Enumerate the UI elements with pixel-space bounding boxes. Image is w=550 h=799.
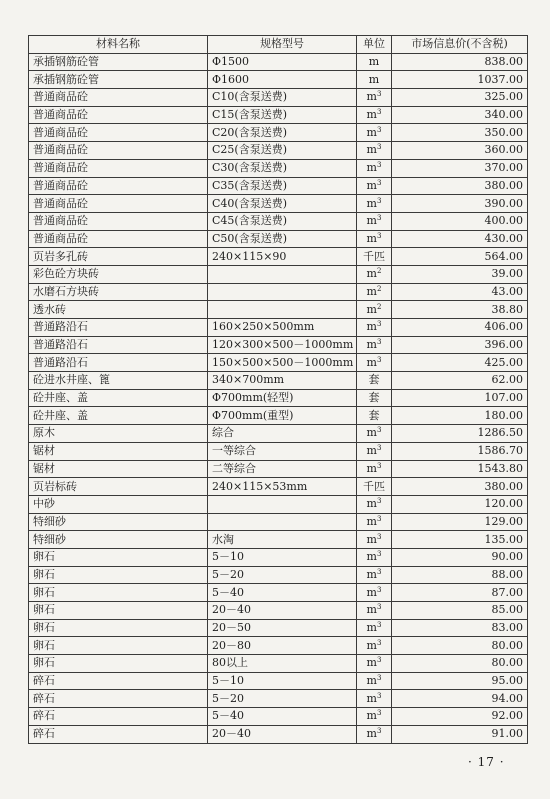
unit-exponent: 3 (376, 161, 382, 170)
price-cell: 360.00 (392, 142, 528, 160)
unit-exponent: 3 (376, 338, 382, 347)
unit-exponent: 3 (376, 125, 382, 134)
price-cell: 1037.00 (392, 71, 528, 89)
table-row (29, 319, 528, 337)
unit-cell (357, 584, 392, 602)
unit-text: m (366, 338, 377, 352)
unit-text: m (366, 691, 377, 705)
material-name-cell: 砼井座、盖 (29, 407, 208, 425)
unit-text: m (366, 727, 377, 741)
price-cell: 1286.50 (392, 425, 528, 443)
table-row (29, 195, 528, 213)
price-cell: 90.00 (392, 548, 528, 566)
spec-cell: 5－40 (208, 708, 357, 726)
material-name-cell: 碎石 (29, 690, 208, 708)
price-cell: 1543.80 (392, 460, 528, 478)
material-name-cell: 普通商品砼 (29, 212, 208, 230)
price-cell: 62.00 (392, 372, 528, 390)
unit-cell (357, 124, 392, 142)
material-name-cell: 碎石 (29, 672, 208, 690)
spec-cell: C10(含泵送费) (208, 89, 357, 107)
table-row (29, 602, 528, 620)
unit-exponent: 3 (376, 196, 382, 205)
material-name-cell: 特细砂 (29, 513, 208, 531)
spec-cell: C25(含泵送费) (208, 142, 357, 160)
price-cell: 838.00 (392, 53, 528, 71)
unit-text: m (366, 603, 377, 617)
unit-exponent: 3 (376, 90, 382, 99)
unit-text: m (366, 585, 377, 599)
material-name-cell: 透水砖 (29, 301, 208, 319)
material-name-cell: 中砂 (29, 495, 208, 513)
unit-exponent: 3 (376, 214, 382, 223)
unit-cell (357, 619, 392, 637)
table-row (29, 619, 528, 637)
price-table (28, 35, 528, 744)
material-name-cell: 锯材 (29, 442, 208, 460)
unit-text: m (366, 497, 377, 511)
unit-cell (357, 336, 392, 354)
spec-cell: 80以上 (208, 655, 357, 673)
unit-text: m (366, 461, 377, 475)
unit-text: m (366, 550, 377, 564)
unit-cell (357, 460, 392, 478)
spec-cell: 150×500×500－1000mm (208, 354, 357, 372)
unit-text: 千匹 (363, 479, 385, 493)
unit-exponent: 3 (376, 567, 382, 576)
table-row (29, 531, 528, 549)
unit-exponent: 3 (376, 355, 382, 364)
unit-exponent: 3 (376, 178, 382, 187)
price-cell: 180.00 (392, 407, 528, 425)
unit-text: m (368, 72, 380, 86)
price-cell: 95.00 (392, 672, 528, 690)
unit-cell (357, 177, 392, 195)
spec-cell: 20－80 (208, 637, 357, 655)
table-row (29, 159, 528, 177)
material-name-cell: 普通路沿石 (29, 319, 208, 337)
unit-text: m (366, 267, 377, 281)
table-row (29, 301, 528, 319)
table-row (29, 442, 528, 460)
material-name-cell: 特细砂 (29, 531, 208, 549)
unit-cell (357, 566, 392, 584)
unit-exponent: 3 (376, 514, 382, 523)
table-row (29, 106, 528, 124)
spec-cell: Φ1500 (208, 53, 357, 71)
unit-text: m (366, 532, 377, 546)
unit-cell (357, 106, 392, 124)
price-cell: 1586.70 (392, 442, 528, 460)
unit-cell (357, 248, 392, 266)
unit-cell (357, 425, 392, 443)
unit-exponent: 3 (376, 603, 382, 612)
unit-exponent: 3 (376, 444, 382, 453)
table-header-row (29, 36, 528, 54)
price-cell: 564.00 (392, 248, 528, 266)
material-name-cell: 页岩多孔砖 (29, 248, 208, 266)
price-cell: 406.00 (392, 319, 528, 337)
price-cell: 43.00 (392, 283, 528, 301)
table-row (29, 460, 528, 478)
material-name-cell: 砼井座、盖 (29, 389, 208, 407)
unit-text: m (366, 125, 377, 139)
unit-exponent: 3 (376, 320, 382, 329)
unit-cell (357, 301, 392, 319)
material-name-cell: 卵石 (29, 637, 208, 655)
table-row (29, 478, 528, 496)
material-name-cell: 砼进水井座、篦 (29, 372, 208, 390)
price-cell: 390.00 (392, 195, 528, 213)
unit-text: m (366, 143, 377, 157)
unit-text: m (366, 514, 377, 528)
unit-cell (357, 672, 392, 690)
table-row (29, 124, 528, 142)
price-cell: 38.80 (392, 301, 528, 319)
unit-cell (357, 637, 392, 655)
table-row (29, 89, 528, 107)
unit-text: m (366, 638, 377, 652)
unit-cell (357, 708, 392, 726)
price-cell: 129.00 (392, 513, 528, 531)
unit-text: m (366, 161, 377, 175)
unit-cell (357, 53, 392, 71)
unit-cell (357, 71, 392, 89)
spec-cell (208, 513, 357, 531)
price-cell: 425.00 (392, 354, 528, 372)
material-name-cell: 普通商品砼 (29, 159, 208, 177)
material-name-cell: 普通路沿石 (29, 336, 208, 354)
spec-cell: C15(含泵送费) (208, 106, 357, 124)
table-row (29, 142, 528, 160)
unit-exponent: 3 (376, 691, 382, 700)
spec-cell (208, 283, 357, 301)
unit-text: m (366, 320, 377, 334)
table-row (29, 230, 528, 248)
table-row (29, 354, 528, 372)
spec-cell: 340×700mm (208, 372, 357, 390)
unit-text: m (366, 196, 377, 210)
table-body (29, 53, 528, 743)
material-name-cell: 水磨石方块砖 (29, 283, 208, 301)
price-cell: 380.00 (392, 177, 528, 195)
price-cell: 400.00 (392, 212, 528, 230)
table-row (29, 372, 528, 390)
table-row (29, 177, 528, 195)
spec-cell: C35(含泵送费) (208, 177, 357, 195)
unit-exponent: 3 (376, 585, 382, 594)
material-name-cell: 承插钢筋砼管 (29, 53, 208, 71)
spec-cell: C45(含泵送费) (208, 212, 357, 230)
price-cell: 396.00 (392, 336, 528, 354)
price-cell: 340.00 (392, 106, 528, 124)
unit-cell (357, 389, 392, 407)
unit-cell (357, 159, 392, 177)
table-row (29, 725, 528, 743)
material-name-cell: 承插钢筋砼管 (29, 71, 208, 89)
unit-exponent: 3 (376, 461, 382, 470)
spec-cell: 20－50 (208, 619, 357, 637)
material-name-cell: 普通商品砼 (29, 142, 208, 160)
spec-cell: 5－40 (208, 584, 357, 602)
unit-text: m (366, 178, 377, 192)
spec-cell: 水淘 (208, 531, 357, 549)
price-cell: 83.00 (392, 619, 528, 637)
unit-cell (357, 283, 392, 301)
spec-cell: C50(含泵送费) (208, 230, 357, 248)
material-name-cell: 普通路沿石 (29, 354, 208, 372)
unit-exponent: 3 (376, 674, 382, 683)
spec-cell: 240×115×53mm (208, 478, 357, 496)
header-spec-model: 规格型号 (208, 36, 357, 54)
unit-text: 套 (368, 373, 380, 387)
unit-cell (357, 230, 392, 248)
unit-text: m (366, 656, 377, 670)
price-cell: 88.00 (392, 566, 528, 584)
table-row (29, 212, 528, 230)
unit-cell (357, 495, 392, 513)
table-row (29, 690, 528, 708)
unit-exponent: 3 (376, 638, 382, 647)
unit-exponent: 3 (376, 656, 382, 665)
spec-cell: Φ1600 (208, 71, 357, 89)
unit-cell (357, 319, 392, 337)
unit-exponent: 3 (376, 497, 382, 506)
price-cell: 87.00 (392, 584, 528, 602)
unit-text: m (366, 444, 377, 458)
unit-cell (357, 548, 392, 566)
unit-exponent: 3 (376, 621, 382, 630)
unit-exponent: 2 (376, 284, 382, 293)
unit-text: 套 (368, 408, 380, 422)
material-name-cell: 碎石 (29, 708, 208, 726)
spec-cell: C20(含泵送费) (208, 124, 357, 142)
unit-text: m (366, 355, 377, 369)
price-cell: 91.00 (392, 725, 528, 743)
unit-cell (357, 407, 392, 425)
table-row (29, 336, 528, 354)
unit-text: m (366, 674, 377, 688)
material-name-cell: 卵石 (29, 548, 208, 566)
unit-cell (357, 513, 392, 531)
material-name-cell: 卵石 (29, 584, 208, 602)
table-row (29, 389, 528, 407)
unit-exponent: 3 (376, 709, 382, 718)
spec-cell: Φ700mm(重型) (208, 407, 357, 425)
material-name-cell: 卵石 (29, 566, 208, 584)
unit-exponent: 3 (376, 727, 382, 736)
spec-cell: C40(含泵送费) (208, 195, 357, 213)
unit-exponent: 3 (376, 550, 382, 559)
material-name-cell: 锯材 (29, 460, 208, 478)
table-row (29, 495, 528, 513)
unit-cell (357, 354, 392, 372)
unit-cell (357, 89, 392, 107)
table-row (29, 407, 528, 425)
unit-text: m (366, 621, 377, 635)
spec-cell: 20－40 (208, 725, 357, 743)
table-row (29, 637, 528, 655)
unit-cell (357, 212, 392, 230)
spec-cell: 5－10 (208, 548, 357, 566)
table-row (29, 53, 528, 71)
header-material-name: 材料名称 (29, 36, 208, 54)
table-row (29, 71, 528, 89)
price-cell: 430.00 (392, 230, 528, 248)
spec-cell: 一等综合 (208, 442, 357, 460)
material-name-cell: 原木 (29, 425, 208, 443)
table-row (29, 584, 528, 602)
price-cell: 107.00 (392, 389, 528, 407)
unit-cell (357, 442, 392, 460)
material-name-cell: 卵石 (29, 602, 208, 620)
unit-cell (357, 690, 392, 708)
header-market-price: 市场信息价(不含税) (392, 36, 528, 54)
unit-cell (357, 655, 392, 673)
table-row (29, 265, 528, 283)
table-row (29, 425, 528, 443)
table-row (29, 283, 528, 301)
unit-text: m (366, 108, 377, 122)
material-name-cell: 彩色砼方块砖 (29, 265, 208, 283)
unit-text: m (368, 55, 380, 69)
price-cell: 380.00 (392, 478, 528, 496)
material-name-cell: 普通商品砼 (29, 89, 208, 107)
spec-cell: 20－40 (208, 602, 357, 620)
unit-cell (357, 725, 392, 743)
material-name-cell: 卵石 (29, 619, 208, 637)
unit-exponent: 2 (376, 267, 382, 276)
unit-exponent: 3 (376, 532, 382, 541)
unit-text: m (366, 214, 377, 228)
material-name-cell: 页岩标砖 (29, 478, 208, 496)
table-row (29, 655, 528, 673)
unit-text: m (366, 426, 377, 440)
unit-text: m (366, 302, 377, 316)
spec-cell: C30(含泵送费) (208, 159, 357, 177)
table-row (29, 708, 528, 726)
table-row (29, 548, 528, 566)
unit-cell (357, 372, 392, 390)
price-cell: 92.00 (392, 708, 528, 726)
price-cell: 120.00 (392, 495, 528, 513)
unit-cell (357, 602, 392, 620)
spec-cell: 5－20 (208, 690, 357, 708)
unit-text: 千匹 (363, 249, 385, 263)
table-row (29, 672, 528, 690)
unit-text: m (366, 709, 377, 723)
price-cell: 325.00 (392, 89, 528, 107)
price-cell: 94.00 (392, 690, 528, 708)
spec-cell: 120×300×500－1000mm (208, 336, 357, 354)
spec-cell: 5－20 (208, 566, 357, 584)
price-cell: 85.00 (392, 602, 528, 620)
page-number: · 17 · (468, 755, 505, 769)
header-unit: 单位 (357, 36, 392, 54)
spec-cell: 5－10 (208, 672, 357, 690)
table-row (29, 248, 528, 266)
unit-exponent: 3 (376, 426, 382, 435)
unit-cell (357, 142, 392, 160)
unit-text: m (366, 567, 377, 581)
spec-cell: 240×115×90 (208, 248, 357, 266)
unit-text: m (366, 231, 377, 245)
unit-cell (357, 531, 392, 549)
unit-exponent: 2 (376, 302, 382, 311)
material-name-cell: 普通商品砼 (29, 124, 208, 142)
price-cell: 39.00 (392, 265, 528, 283)
unit-text: m (366, 90, 377, 104)
table-row (29, 513, 528, 531)
material-name-cell: 碎石 (29, 725, 208, 743)
unit-text: m (366, 284, 377, 298)
spec-cell: 160×250×500mm (208, 319, 357, 337)
price-cell: 350.00 (392, 124, 528, 142)
unit-text: 套 (368, 391, 380, 405)
material-name-cell: 普通商品砼 (29, 177, 208, 195)
material-name-cell: 普通商品砼 (29, 106, 208, 124)
price-cell: 135.00 (392, 531, 528, 549)
unit-exponent: 3 (376, 231, 382, 240)
unit-exponent: 3 (376, 143, 382, 152)
material-name-cell: 普通商品砼 (29, 195, 208, 213)
unit-cell (357, 478, 392, 496)
table-row (29, 566, 528, 584)
material-name-cell: 普通商品砼 (29, 230, 208, 248)
price-cell: 80.00 (392, 655, 528, 673)
price-cell: 80.00 (392, 637, 528, 655)
unit-cell (357, 195, 392, 213)
spec-cell: 二等综合 (208, 460, 357, 478)
unit-exponent: 3 (376, 108, 382, 117)
spec-cell (208, 301, 357, 319)
spec-cell (208, 265, 357, 283)
unit-cell (357, 265, 392, 283)
spec-cell: Φ700mm(轻型) (208, 389, 357, 407)
price-cell: 370.00 (392, 159, 528, 177)
material-name-cell: 卵石 (29, 655, 208, 673)
spec-cell (208, 495, 357, 513)
spec-cell: 综合 (208, 425, 357, 443)
